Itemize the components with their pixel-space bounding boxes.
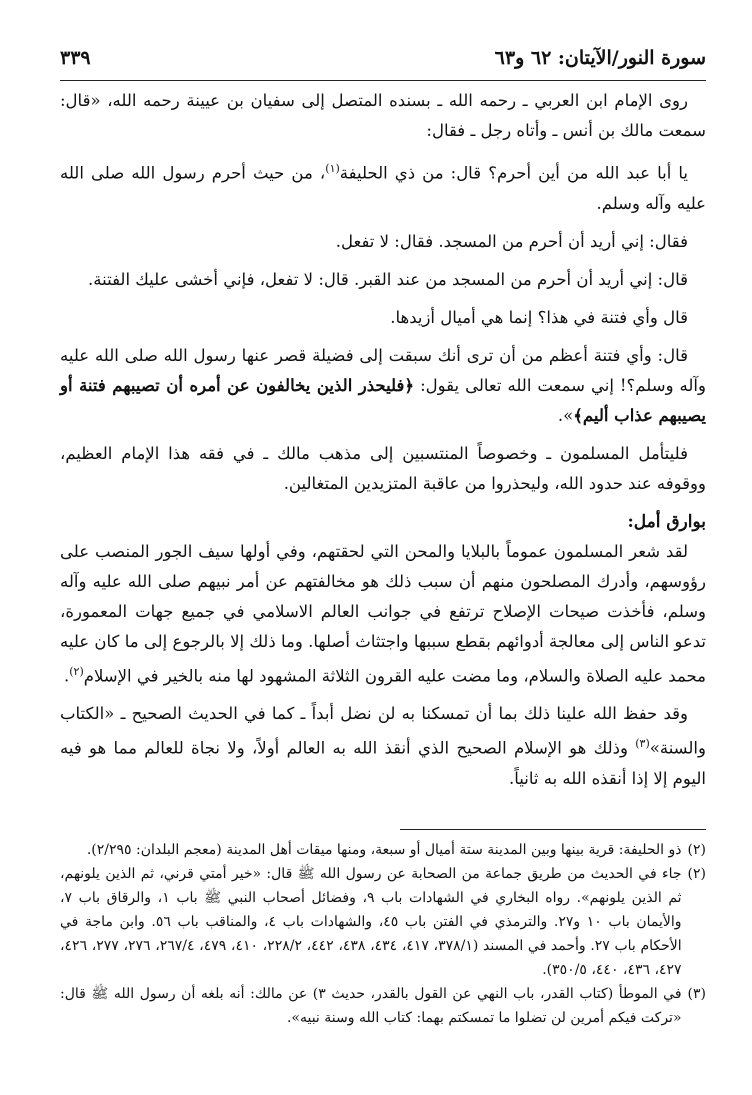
footnote-2 bbox=[60, 862, 706, 982]
paragraph-1: روى الإمام ابن العربي ـ رحمه الله ـ بسنده المتصل إلى سفيان بن عيينة رحمه الله، «قال: سمعت مالك بن أنس ـ وأتاه رجل ـ فقال: bbox=[60, 91, 706, 140]
footnote-1 bbox=[60, 838, 706, 862]
paragraph-5: قال وأي فتنة في هذا؟ إنما هي أميال أزيدها. bbox=[390, 307, 688, 327]
main-text bbox=[60, 86, 706, 794]
paragraph-9: وقد حفظ الله علينا ذلك بما أن تمسكنا به لن نضل أبداً ـ كما في الحديث الصحيح ـ «الكتاب والسنة»$^{(٣)}$ وذلك هو الإسلام الصحيح الذي أنقذ الله به العالم أولاً، ولا نجاة للعالم مما هو فيه اليوم إلا إذا أنقذه الله به ثانياً. bbox=[60, 704, 706, 788]
section-heading: بوارق أمل: bbox=[627, 511, 706, 532]
footnote-number: (٢) bbox=[687, 866, 706, 882]
footnote-3 bbox=[60, 982, 706, 1030]
footnotes bbox=[60, 838, 706, 1030]
page-number: ٣٣٩ bbox=[60, 47, 91, 69]
paragraph-4: قال: إني أريد أن أحرم من المسجد من عند القبر. قال: لا تفعل، فإني أخشى عليك الفتنة. bbox=[88, 269, 688, 289]
footnote-text: في الموطأ (كتاب القدر، باب النهي عن القول بالقدر، حديث ٣) عن مالك: أنه بلغه أن رسول الله ﷺ قال: «تركت فيكم أمرين لن تضلوا ما تمسكتم بهما: كتاب الله وسنة نبيه». bbox=[60, 986, 682, 1026]
paragraph-2: يا أبا عبد الله من أين أحرم؟ قال: من ذي الحليفة$^{(١)}$، من حيث أحرم رسول الله صلى الله عليه وآله وسلم. bbox=[60, 162, 706, 213]
running-header bbox=[60, 40, 706, 76]
surah-title: سورة النور/الآيتان: ٦٢ و٦٣ bbox=[494, 47, 706, 69]
footnote-text: جاء في الحديث من طريق جماعة من الصحابة عن رسول الله ﷺ قال: «خير أمتي قرني، ثم الذين يلونهم، ثم الذين يلونهم». رواه البخاري في الشهادات باب ٩، وفضائل أصحاب النبي ﷺ باب ١، والرقاق باب ٧، والأيمان باب ١٠ و٢٧. والترمذي في الفتن باب ٤٥، والشهادات باب ٤، والمناقب باب ٥٦. وابن ماجة في الأحكام باب ٢٧. وأحمد في المسند (٣٧٨/١، ٤١٧، ٤٣٤، ٤٣٨، ٤٤٢، ٢٢٨/٢، ٤١٠، ٤٧٩، ٢٦٧/٤، ٢٧٦، ٢٧٧، ٤٢٦، ٤٢٧، ٤٣٦، ٤٤٠، ٣٥٠/٥). bbox=[60, 866, 682, 978]
paragraph-3: فقال: إني أريد أن أحرم من المسجد. فقال: لا تفعل. bbox=[335, 231, 688, 251]
footnote-ref-1[interactable]: (١) bbox=[325, 162, 340, 175]
footnote-ref-2[interactable]: (٢) bbox=[69, 664, 84, 678]
footnote-number: (٢) bbox=[687, 842, 706, 858]
header-rule bbox=[60, 80, 706, 81]
footnote-rule bbox=[400, 829, 706, 830]
paragraph-7: فليتأمل المسلمون ـ وخصوصاً المنتسبين إلى مذهب مالك ـ في فقه هذا الإمام العظيم، ووقوفه عند حدود الله، وليحذروا من عاقبة المتزيدين المتغالين. bbox=[60, 443, 706, 493]
footnote-ref-3[interactable]: (٣) bbox=[635, 737, 650, 750]
footnote-text: ذو الحليفة: قرية بينها وبين المدينة ستة أميال أو سبعة، ومنها ميقات أهل المدينة (معجم البلدان: ٢/٢٩٥). bbox=[86, 842, 682, 858]
paragraph-6: قال: وأي فتنة أعظم من أن ترى أنك سبقت إلى فضيلة قصر عنها رسول الله صلى الله عليه وآله وسلم؟! إني سمعت الله تعالى يقول: ﴿فليحذر الذين يخالفون عن أمره أن تصيبهم فتنة أو يصيبهم عذاب أليم﴾». bbox=[60, 345, 706, 425]
footnote-number: (٣) bbox=[687, 986, 706, 1002]
paragraph-8: لقد شعر المسلمون عموماً بالبلايا والمحن التي لحقتهم، وفي أولها سيف الجور المنصب على رؤوسهم، وأدرك المصلحون منهم أن سبب ذلك هو مخالفتهم عن أمر نبيهم صلى الله عليه وآله وسلم، فأخذت صيحات الإصلاح ترتفع في جوانب العالم الاسلامي في جميع جهات المعمورة، تدعو الناس إلى معالجة أدوائهم بقطع سببها واجتثاث أصلها. وما ذلك إلا بالرجوع إلى ما كان عليه محمد عليه الصلاة والسلام، وما مضت عليه القرون الثلاثة المشهود لها منه بالخير في الإسلام$^{(٢)}$. bbox=[60, 541, 706, 685]
quran-verse: ﴿فليحذر الذين يخالفون عن أمره أن تصيبهم فتنة أو يصيبهم عذاب أليم﴾ bbox=[60, 375, 706, 425]
